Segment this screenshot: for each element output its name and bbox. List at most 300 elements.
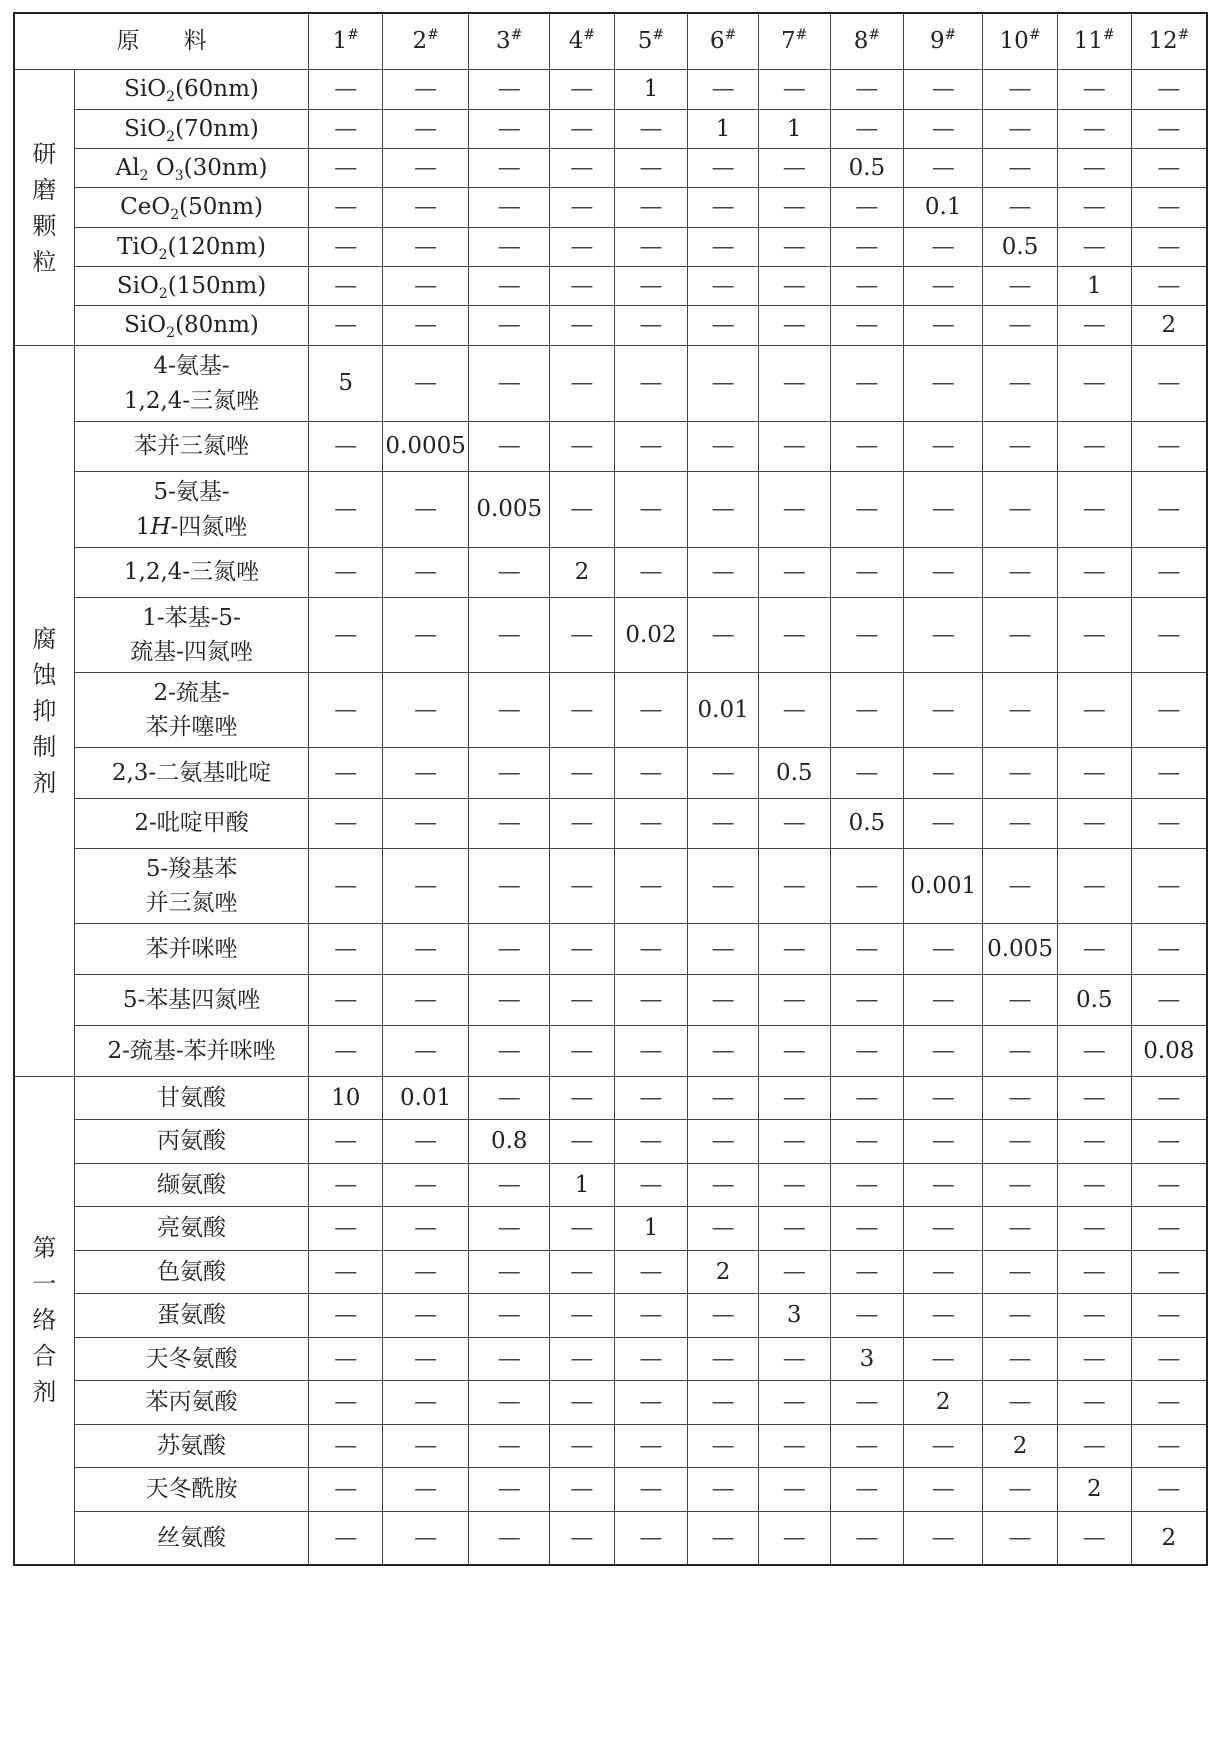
sample-header-7 — [758, 13, 830, 70]
material-name-cell — [74, 598, 309, 673]
value-cell: — — [309, 422, 383, 472]
value-cell: — — [550, 673, 614, 748]
value-cell: — — [383, 228, 469, 267]
value-cell: — — [469, 1338, 550, 1381]
value-cell: — — [1131, 673, 1207, 748]
value-cell: — — [469, 228, 550, 267]
value-cell: — — [830, 346, 904, 422]
value-cell: — — [309, 267, 383, 306]
sample-number: 4 — [568, 28, 584, 55]
value-cell: — — [688, 149, 759, 188]
value-cell: — — [983, 346, 1058, 422]
value-cell: — — [830, 975, 904, 1026]
value-cell: — — [983, 70, 1058, 110]
value-cell: — — [614, 673, 688, 748]
value-cell: — — [1131, 924, 1207, 975]
value-cell: — — [688, 1164, 759, 1207]
value-cell: — — [614, 1120, 688, 1164]
value-cell: 0.02 — [614, 598, 688, 673]
category-char: 研 — [32, 139, 57, 168]
table-row — [14, 228, 1207, 267]
table-row — [14, 1425, 1207, 1468]
value-cell: 0.01 — [688, 673, 759, 748]
material-name-line: 天冬氨酸 — [145, 1345, 238, 1372]
value-cell: — — [1131, 1077, 1207, 1120]
value-cell: — — [904, 267, 983, 306]
material-name-cell — [74, 924, 309, 975]
material-name-cell — [74, 673, 309, 748]
value-cell: — — [614, 1425, 688, 1468]
category-char: 合 — [32, 1342, 57, 1371]
value-cell: 1 — [688, 110, 759, 149]
value-cell: — — [309, 673, 383, 748]
material-name-line: 天冬酰胺 — [145, 1476, 238, 1503]
value-cell: — — [983, 975, 1058, 1026]
value-cell: — — [469, 548, 550, 598]
value-cell: — — [688, 975, 759, 1026]
value-cell: — — [830, 548, 904, 598]
value-cell: — — [688, 548, 759, 598]
value-cell: — — [1131, 1468, 1207, 1512]
value-cell: — — [758, 673, 830, 748]
formula-subscript: 2 — [139, 167, 149, 184]
value-cell: — — [1131, 346, 1207, 422]
material-name-cell — [74, 1512, 309, 1565]
value-cell: — — [758, 149, 830, 188]
value-cell: — — [1057, 849, 1131, 924]
value-cell: — — [904, 228, 983, 267]
sample-header-9 — [904, 13, 983, 70]
sample-header-10 — [983, 13, 1058, 70]
value-cell: 0.08 — [1131, 1026, 1207, 1077]
formula-base: SiO — [124, 312, 167, 339]
material-name-cell — [74, 1381, 309, 1425]
formulation-table — [13, 12, 1208, 1566]
value-cell: — — [1057, 1164, 1131, 1207]
value-cell: — — [983, 1207, 1058, 1251]
value-cell: — — [614, 1468, 688, 1512]
value-cell: — — [550, 1512, 614, 1565]
value-cell: — — [1057, 306, 1131, 346]
value-cell: — — [688, 1207, 759, 1251]
sample-number: 7 — [781, 28, 796, 55]
formula-base: CeO — [120, 194, 171, 221]
value-cell: — — [983, 673, 1058, 748]
material-name-cell — [74, 1077, 309, 1120]
value-cell: — — [1131, 267, 1207, 306]
value-cell: — — [309, 188, 383, 228]
sample-header-12 — [1131, 13, 1207, 70]
value-cell: — — [614, 422, 688, 472]
value-cell: — — [383, 975, 469, 1026]
value-cell: — — [758, 924, 830, 975]
value-cell: 2 — [904, 1381, 983, 1425]
value-cell: — — [688, 267, 759, 306]
sample-header-5 — [614, 13, 688, 70]
table-row — [14, 1207, 1207, 1251]
value-cell: — — [383, 849, 469, 924]
value-cell: — — [904, 1120, 983, 1164]
value-cell: 2 — [983, 1425, 1058, 1468]
value-cell: — — [830, 110, 904, 149]
formula-base-2: O — [148, 154, 175, 181]
sample-number: 8 — [853, 28, 869, 55]
table-row — [14, 548, 1207, 598]
particle-size: (120nm) — [167, 233, 267, 260]
value-cell: — — [550, 1468, 614, 1512]
value-cell: — — [1057, 673, 1131, 748]
value-cell: — — [904, 1294, 983, 1338]
category-char: 剂 — [32, 1378, 57, 1407]
value-cell: 2 — [1131, 306, 1207, 346]
value-cell: — — [550, 1294, 614, 1338]
value-cell: 0.01 — [383, 1077, 469, 1120]
value-cell: — — [983, 849, 1058, 924]
value-cell: — — [614, 1381, 688, 1425]
value-cell: 10 — [309, 1077, 383, 1120]
category-char: 剂 — [32, 769, 57, 797]
sample-mark: # — [795, 27, 808, 44]
value-cell: — — [983, 799, 1058, 849]
material-name-line: 5-羧基苯 — [145, 855, 238, 882]
value-cell: — — [758, 346, 830, 422]
value-cell: 2 — [1057, 1468, 1131, 1512]
value-cell: 0.5 — [758, 748, 830, 799]
value-cell: — — [904, 1338, 983, 1381]
material-name-cell — [74, 1251, 309, 1294]
value-cell: — — [904, 70, 983, 110]
value-cell: — — [688, 472, 759, 548]
value-cell: — — [614, 1026, 688, 1077]
value-cell: — — [904, 306, 983, 346]
value-cell: 5 — [309, 346, 383, 422]
value-cell: — — [1057, 422, 1131, 472]
table-row — [14, 1468, 1207, 1512]
sample-mark: # — [1177, 27, 1190, 44]
value-cell: — — [1057, 70, 1131, 110]
value-cell: — — [383, 472, 469, 548]
category-char: 颗 — [32, 211, 57, 240]
value-cell: — — [904, 1207, 983, 1251]
material-name-cell — [74, 1294, 309, 1338]
value-cell: 0.001 — [904, 849, 983, 924]
material-name-line: 1,2,4-三氮唑 — [123, 559, 260, 586]
value-cell: — — [469, 673, 550, 748]
value-cell: — — [1057, 1425, 1131, 1468]
value-cell: — — [383, 306, 469, 346]
value-cell: — — [830, 924, 904, 975]
value-cell: — — [983, 188, 1058, 228]
value-cell: — — [1057, 1120, 1131, 1164]
material-header: 原料 — [14, 13, 309, 70]
category-cell — [14, 70, 74, 346]
value-cell: — — [758, 849, 830, 924]
sample-number: 2 — [412, 28, 428, 55]
sample-mark: # — [1028, 27, 1041, 44]
sample-mark: # — [427, 27, 439, 44]
table-row — [14, 472, 1207, 548]
sample-number: 3 — [496, 28, 511, 55]
value-cell: — — [383, 1294, 469, 1338]
sample-mark: # — [510, 27, 523, 44]
value-cell: — — [469, 748, 550, 799]
sample-number: 6 — [709, 28, 725, 55]
value-cell: — — [614, 267, 688, 306]
value-cell: — — [469, 267, 550, 306]
material-name-cell — [74, 228, 309, 267]
value-cell: — — [469, 1164, 550, 1207]
table-row — [14, 306, 1207, 346]
value-cell: — — [469, 1425, 550, 1468]
value-cell: — — [469, 306, 550, 346]
table-row — [14, 1164, 1207, 1207]
value-cell: — — [1131, 1381, 1207, 1425]
value-cell: — — [1131, 110, 1207, 149]
value-cell: — — [758, 1512, 830, 1565]
material-name-line: 5-氨基- — [153, 479, 230, 505]
value-cell: — — [383, 110, 469, 149]
value-cell: — — [1131, 422, 1207, 472]
value-cell: — — [1057, 1026, 1131, 1077]
value-cell: — — [614, 1251, 688, 1294]
particle-size: (50nm) — [179, 194, 263, 221]
value-cell: — — [550, 748, 614, 799]
value-cell: — — [688, 598, 759, 673]
value-cell: 0.5 — [830, 799, 904, 849]
table-row — [14, 975, 1207, 1026]
value-cell: — — [1131, 598, 1207, 673]
value-cell: — — [309, 472, 383, 548]
value-cell: 1 — [1057, 267, 1131, 306]
value-cell: — — [383, 1120, 469, 1164]
value-cell: — — [1131, 1207, 1207, 1251]
value-cell: — — [758, 472, 830, 548]
material-name-cell — [74, 1468, 309, 1512]
value-cell: — — [1057, 1294, 1131, 1338]
value-cell: — — [758, 1425, 830, 1468]
value-cell: — — [904, 548, 983, 598]
value-cell: 2 — [1131, 1512, 1207, 1565]
value-cell: — — [469, 1077, 550, 1120]
value-cell: — — [830, 422, 904, 472]
value-cell: — — [1057, 748, 1131, 799]
value-cell: — — [904, 346, 983, 422]
value-cell: — — [830, 1120, 904, 1164]
sample-header-2 — [383, 13, 469, 70]
value-cell: — — [1131, 1338, 1207, 1381]
value-cell: 1 — [550, 1164, 614, 1207]
value-cell: — — [309, 1294, 383, 1338]
category-char: 磨 — [32, 175, 57, 204]
table-row — [14, 1251, 1207, 1294]
sample-number: 12 — [1148, 28, 1178, 55]
value-cell: — — [1057, 1512, 1131, 1565]
value-cell: — — [758, 70, 830, 110]
value-cell: — — [1131, 1164, 1207, 1207]
value-cell: — — [758, 228, 830, 267]
value-cell: — — [688, 70, 759, 110]
value-cell: — — [1057, 149, 1131, 188]
material-name-line: 2-巯基-苯并咪唑 — [107, 1037, 276, 1064]
material-name-line: 苯并噻唑 — [145, 714, 238, 740]
material-name-line: 丙氨酸 — [157, 1128, 227, 1155]
value-cell: — — [550, 1120, 614, 1164]
value-cell: — — [688, 228, 759, 267]
value-cell: — — [758, 188, 830, 228]
value-cell: — — [469, 598, 550, 673]
value-cell: — — [1057, 1251, 1131, 1294]
value-cell: — — [383, 748, 469, 799]
value-cell: — — [614, 924, 688, 975]
value-cell: — — [469, 1294, 550, 1338]
value-cell: — — [904, 422, 983, 472]
value-cell: — — [550, 1425, 614, 1468]
value-cell: — — [550, 1381, 614, 1425]
value-cell: — — [309, 110, 383, 149]
material-name-cell — [74, 849, 309, 924]
value-cell: — — [469, 70, 550, 110]
value-cell: — — [550, 1251, 614, 1294]
value-cell: — — [1131, 1251, 1207, 1294]
table-row — [14, 748, 1207, 799]
document-page — [13, 12, 1208, 1752]
value-cell: — — [1057, 110, 1131, 149]
sample-mark: # — [1103, 27, 1115, 44]
value-cell: — — [688, 422, 759, 472]
material-name-line: 1-苯基-5- — [142, 604, 241, 631]
value-cell: — — [1131, 228, 1207, 267]
value-cell: — — [614, 748, 688, 799]
value-cell: — — [983, 748, 1058, 799]
value-cell: — — [309, 1207, 383, 1251]
value-cell: — — [1057, 548, 1131, 598]
value-cell: — — [983, 1026, 1058, 1077]
value-cell: — — [830, 1468, 904, 1512]
value-cell: — — [550, 188, 614, 228]
sample-number: 1 — [332, 28, 348, 55]
category-char: 腐 — [32, 625, 57, 653]
value-cell: — — [688, 1077, 759, 1120]
value-cell: — — [550, 110, 614, 149]
value-cell: — — [688, 1468, 759, 1512]
value-cell: — — [309, 149, 383, 188]
table-row — [14, 70, 1207, 110]
value-cell: — — [614, 1294, 688, 1338]
table-row — [14, 1512, 1207, 1565]
value-cell: — — [983, 149, 1058, 188]
value-cell: — — [758, 975, 830, 1026]
value-cell: — — [830, 1077, 904, 1120]
value-cell: — — [830, 1425, 904, 1468]
value-cell: — — [758, 548, 830, 598]
sample-header-1 — [309, 13, 383, 70]
value-cell: — — [688, 188, 759, 228]
value-cell: — — [309, 1512, 383, 1565]
value-cell: — — [1131, 149, 1207, 188]
value-cell: — — [383, 673, 469, 748]
table-row — [14, 188, 1207, 228]
value-cell: — — [550, 598, 614, 673]
material-name-line: 苯丙氨酸 — [145, 1389, 238, 1416]
value-cell: — — [469, 110, 550, 149]
material-name-cell — [74, 1338, 309, 1381]
value-cell: 0.005 — [469, 472, 550, 548]
value-cell: — — [469, 849, 550, 924]
value-cell: — — [550, 267, 614, 306]
formula-subscript: 2 — [170, 207, 180, 224]
material-name-cell — [74, 1425, 309, 1468]
value-cell: — — [469, 346, 550, 422]
value-cell: — — [983, 472, 1058, 548]
value-cell: — — [309, 1164, 383, 1207]
sample-mark: # — [868, 27, 881, 44]
value-cell: — — [469, 924, 550, 975]
material-name-cell — [74, 306, 309, 346]
value-cell: 0.5 — [830, 149, 904, 188]
value-cell: — — [1131, 1294, 1207, 1338]
table-row — [14, 1026, 1207, 1077]
value-cell: — — [758, 799, 830, 849]
sample-mark: # — [347, 27, 359, 44]
formula-base: SiO — [124, 76, 167, 103]
sample-mark: # — [944, 27, 957, 44]
value-cell: — — [758, 598, 830, 673]
value-cell: — — [983, 1338, 1058, 1381]
value-cell: 1 — [758, 110, 830, 149]
value-cell: — — [614, 110, 688, 149]
value-cell: — — [830, 228, 904, 267]
value-cell: — — [309, 1338, 383, 1381]
value-cell: — — [614, 228, 688, 267]
value-cell: — — [469, 188, 550, 228]
material-name-line: 2-巯基- — [153, 679, 230, 706]
value-cell: — — [383, 924, 469, 975]
value-cell: — — [758, 422, 830, 472]
material-name-cell — [74, 1164, 309, 1207]
material-name-line: 甘氨酸 — [157, 1084, 227, 1111]
formula-base: SiO — [124, 115, 167, 142]
value-cell: 0.1 — [904, 188, 983, 228]
value-cell: — — [550, 149, 614, 188]
value-cell: — — [1131, 799, 1207, 849]
value-cell: — — [830, 1251, 904, 1294]
value-cell: — — [469, 1468, 550, 1512]
value-cell: — — [688, 1425, 759, 1468]
value-cell: — — [983, 1468, 1058, 1512]
material-name-line: 4-氨基- — [153, 353, 230, 379]
value-cell: — — [383, 1164, 469, 1207]
value-cell: — — [904, 598, 983, 673]
sample-header-4 — [550, 13, 614, 70]
value-cell: — — [469, 1381, 550, 1425]
value-cell: — — [383, 149, 469, 188]
value-cell: — — [983, 422, 1058, 472]
category-char: 第 — [32, 1234, 57, 1263]
value-cell: — — [1057, 188, 1131, 228]
header-row — [14, 13, 1207, 70]
value-cell: — — [1131, 472, 1207, 548]
category-char: 蚀 — [32, 661, 57, 689]
value-cell: — — [904, 110, 983, 149]
value-cell: — — [904, 472, 983, 548]
value-cell: 3 — [758, 1294, 830, 1338]
value-cell: — — [469, 975, 550, 1026]
value-cell: — — [688, 799, 759, 849]
value-cell: — — [1057, 799, 1131, 849]
value-cell: — — [904, 1468, 983, 1512]
value-cell: — — [904, 673, 983, 748]
material-name-cell — [74, 1026, 309, 1077]
